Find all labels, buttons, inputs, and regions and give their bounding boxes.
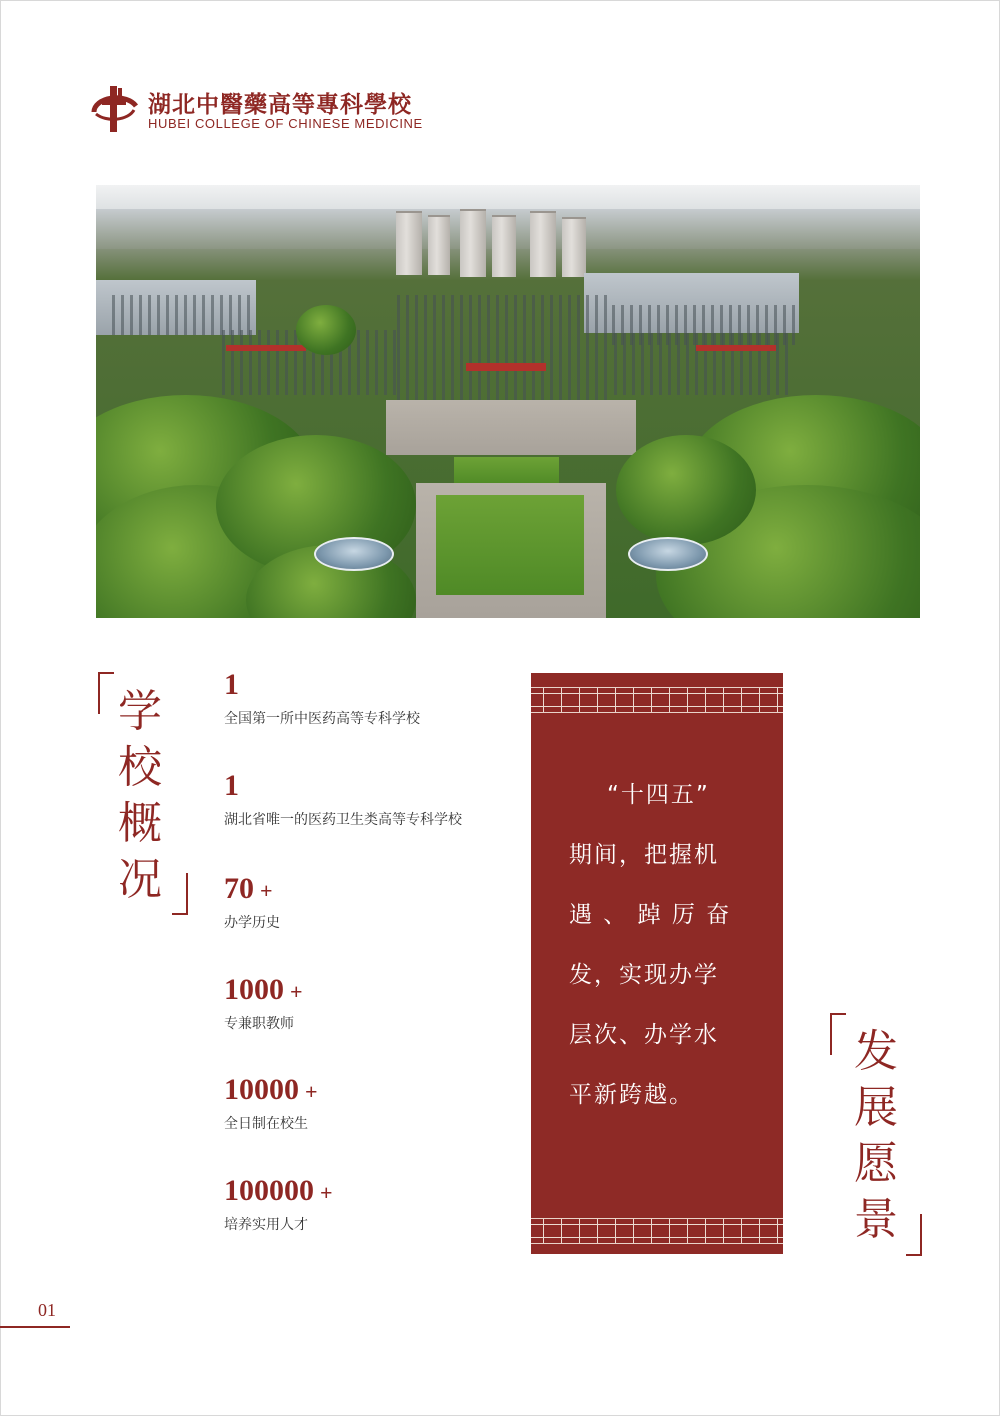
stat-description: 培养实用人才: [224, 1217, 308, 1233]
campus-aerial-photo: [96, 185, 920, 618]
vision-bracket-top: [830, 1013, 846, 1055]
overview-title-char: 概: [118, 798, 162, 849]
vision-line: 期间，把握机: [569, 842, 719, 868]
fret-border-top: [531, 687, 783, 713]
stat-description: 全日制在校生: [224, 1116, 308, 1132]
stat-item: [224, 769, 462, 829]
stat-item: [224, 973, 303, 1033]
vision-title: [846, 1024, 906, 1248]
vision-title-char: 景: [854, 1194, 898, 1245]
vision-panel: [531, 673, 783, 1254]
stat-item: [224, 1174, 333, 1234]
overview-title-char: 学: [118, 686, 162, 737]
stat-plus: +: [320, 1180, 333, 1205]
stat-item: [224, 668, 420, 728]
page-number: 01: [38, 1300, 56, 1320]
college-name-english: HUBEI COLLEGE OF CHINESE MEDICINE: [148, 116, 423, 131]
vision-line: 层次、办学水: [569, 1022, 719, 1048]
college-emblem-icon: [88, 84, 142, 134]
college-name-chinese: 湖北中醫藥高等專科學校: [148, 91, 412, 118]
stat-number: 1: [224, 769, 239, 802]
vision-line: 遇 、 踔 厉 奋: [569, 902, 732, 928]
overview-title: [110, 684, 170, 908]
overview-title-char: 校: [118, 742, 162, 793]
stat-plus: +: [305, 1079, 318, 1104]
overview-title-char: 况: [118, 854, 162, 905]
vision-text: [569, 765, 759, 1125]
stat-number: 70: [224, 872, 254, 905]
stat-number: 1: [224, 668, 239, 701]
stat-description: 湖北省唯一的医药卫生类高等专科学校: [224, 812, 462, 828]
vision-title-char: 展: [854, 1082, 898, 1133]
fret-border-bottom: [531, 1218, 783, 1244]
stat-plus: +: [260, 878, 273, 903]
college-logo: [88, 84, 468, 136]
vision-line: “十四五”: [607, 782, 710, 808]
stat-number: 10000: [224, 1073, 299, 1106]
vision-line: 发，实现办学: [569, 962, 719, 988]
stat-number: 1000: [224, 973, 284, 1006]
stat-description: 全国第一所中医药高等专科学校: [224, 711, 420, 727]
stat-number: 100000: [224, 1174, 314, 1207]
vision-bracket-bottom: [906, 1214, 922, 1256]
vision-line: 平新跨越。: [569, 1082, 694, 1108]
stat-item: [224, 872, 280, 932]
stat-plus: +: [290, 979, 303, 1004]
stat-item: [224, 1073, 318, 1133]
vision-title-char: 发: [854, 1026, 898, 1077]
stat-description: 办学历史: [224, 915, 280, 931]
stat-description: 专兼职教师: [224, 1016, 294, 1032]
vision-title-char: 愿: [854, 1138, 898, 1189]
page-number-underline: [0, 1326, 70, 1328]
overview-bracket-bottom: [172, 873, 188, 915]
